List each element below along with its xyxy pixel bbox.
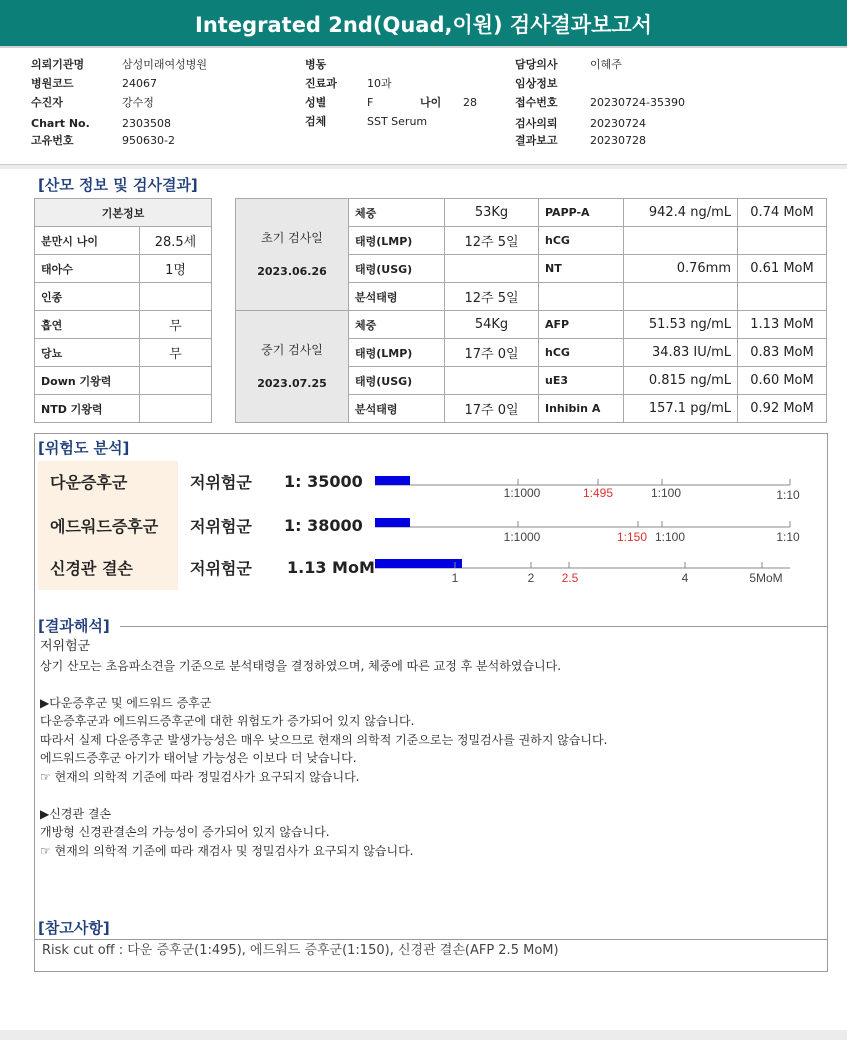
test-results-table — [235, 198, 827, 423]
marker-name: NT — [539, 255, 624, 283]
basic-info-label: Down 기왕력 — [35, 367, 140, 395]
reference-section-title: [참고사항] — [38, 919, 110, 937]
table-row — [35, 227, 212, 255]
basic-info-value: 무 — [140, 339, 212, 367]
result-label: 태령(LMP) — [349, 339, 445, 367]
basic-info-label: 당뇨 — [35, 339, 140, 367]
mid-test-title: 중기 검사일 — [261, 342, 323, 357]
marker-value: 34.83 IU/mL — [624, 339, 738, 367]
result-label: 태령(USG) — [349, 367, 445, 395]
marker-name: Inhibin A — [539, 395, 624, 423]
interpretation-line: 따라서 실제 다운증후군 발생가능성은 매우 낮으므로 현재의 의학적 기준으로는 정밀검사를 권하지 않습니다. — [40, 733, 608, 747]
section-rule — [34, 939, 828, 940]
referring-institution-label: 의뢰기관명 — [31, 58, 85, 71]
basic-info-value — [140, 367, 212, 395]
ntd-bar — [375, 559, 462, 568]
early-test-title: 초기 검사일 — [261, 230, 323, 245]
request-date-label: 검사의뢰 — [515, 117, 558, 130]
table-row — [35, 255, 212, 283]
marker-mom: 0.92 MoM — [738, 395, 827, 423]
report-date-value: 20230728 — [590, 134, 646, 147]
scale-tick-label: 1:100 — [650, 486, 682, 500]
sex-label: 성별 — [305, 96, 327, 109]
scale-tick-label: 1:1000 — [503, 486, 541, 500]
result-value: 17주 0일 — [445, 339, 539, 367]
table-row — [35, 367, 212, 395]
marker-name: uE3 — [539, 367, 624, 395]
department-label: 진료과 — [305, 77, 337, 90]
interpretation-line: 상기 산모는 초음파소견을 기준으로 분석태령을 결정하였으며, 체중에 따른 교정 후 분석하였습니다. — [40, 659, 562, 673]
result-value: 53Kg — [445, 199, 539, 227]
basic-info-value: 1명 — [140, 255, 212, 283]
cutoff-tick-label: 1:495 — [582, 486, 614, 500]
scale-tick-label: 1:1000 — [503, 530, 541, 544]
marker-value — [624, 283, 738, 311]
clinical-info-label: 임상정보 — [515, 77, 558, 90]
marker-name — [539, 283, 624, 311]
mid-test-date: 2023.07.25 — [257, 376, 327, 390]
result-value: 54Kg — [445, 311, 539, 339]
table-row — [35, 339, 212, 367]
edwards-syndrome-label: 에드워드증후군 — [50, 517, 159, 536]
marker-mom — [738, 227, 827, 255]
mid-test-cell — [236, 311, 349, 423]
scale-tick-label: 1:10 — [776, 530, 800, 544]
edwards-syndrome-bar — [375, 518, 410, 527]
result-label: 분석태령 — [349, 395, 445, 423]
early-test-cell — [236, 199, 349, 311]
result-label: 태령(LMP) — [349, 227, 445, 255]
header-divider — [0, 164, 847, 169]
ntd-scale — [375, 559, 790, 585]
hospital-code-label: 병원코드 — [31, 77, 74, 90]
marker-value: 0.76mm — [624, 255, 738, 283]
page-footer-strip — [0, 1030, 847, 1040]
basic-info-label: 분만시 나이 — [35, 227, 140, 255]
basic-info-label: 인종 — [35, 283, 140, 311]
basic-info-value: 무 — [140, 311, 212, 339]
interpretation-line: ☞ 현재의 의학적 기준에 따라 재검사 및 정밀검사가 요구되지 않습니다. — [40, 844, 414, 858]
accession-no-label: 접수번호 — [515, 96, 558, 109]
interpretation-line: ☞ 현재의 의학적 기준에 따라 정밀검사가 요구되지 않습니다. — [40, 770, 360, 784]
scale-tick-label: 1:10 — [776, 488, 800, 502]
unique-id-label: 고유번호 — [31, 134, 74, 147]
basic-info-table — [34, 198, 212, 423]
result-label: 태령(USG) — [349, 255, 445, 283]
marker-mom: 0.61 MoM — [738, 255, 827, 283]
section-rule — [120, 626, 827, 627]
basic-info-value — [140, 283, 212, 311]
hospital-code-value: 24067 — [122, 77, 157, 90]
marker-name: hCG — [539, 227, 624, 255]
marker-mom: 0.74 MoM — [738, 199, 827, 227]
ward-label: 병동 — [305, 58, 327, 71]
result-value: 12주 5일 — [445, 227, 539, 255]
marker-value: 942.4 ng/mL — [624, 199, 738, 227]
down-syndrome-risk: 1: 35000 — [284, 472, 363, 491]
down-syndrome-bar — [375, 476, 410, 485]
result-label: 체중 — [349, 199, 445, 227]
interpretation-section-title: [결과해석] — [38, 617, 110, 635]
interpretation-headline: 저위험군 — [40, 639, 91, 654]
specimen-label: 검체 — [305, 115, 327, 128]
interpretation-line: 에드워드증후군 아기가 태어날 가능성은 이보다 더 낮습니다. — [40, 751, 357, 765]
ntd-group: 저위험군 — [190, 559, 252, 578]
result-value — [445, 255, 539, 283]
ntd-label: 신경관 결손 — [50, 559, 133, 578]
marker-mom: 0.60 MoM — [738, 367, 827, 395]
marker-name: AFP — [539, 311, 624, 339]
interpretation-subheading: ▶다운증후군 및 에드워드 증후군 — [40, 696, 212, 710]
physician-label: 담당의사 — [515, 58, 558, 71]
table-row — [236, 199, 827, 227]
marker-mom — [738, 283, 827, 311]
age-value: 28 — [463, 96, 477, 109]
interpretation-line: 다운증후군과 에드워드증후군에 대한 위험도가 증가되어 있지 않습니다. — [40, 714, 415, 728]
table-row — [35, 311, 212, 339]
basic-info-value — [140, 395, 212, 423]
physician-value: 이혜주 — [590, 58, 622, 71]
basic-info-header: 기본정보 — [35, 199, 212, 227]
age-label: 나이 — [420, 96, 442, 109]
down-syndrome-scale — [375, 476, 800, 502]
accession-no-value: 20230724-35390 — [590, 96, 685, 109]
marker-name: hCG — [539, 339, 624, 367]
scale-tick-label: 4 — [681, 571, 689, 585]
patient-value: 강수정 — [122, 96, 154, 109]
marker-mom: 0.83 MoM — [738, 339, 827, 367]
referring-institution-value: 삼성미래여성병원 — [122, 58, 208, 71]
request-date-value: 20230724 — [590, 117, 646, 130]
report-date-label: 결과보고 — [515, 134, 558, 147]
maternal-info-section-title: [산모 정보 및 검사결과] — [38, 176, 198, 194]
table-row — [35, 395, 212, 423]
department-value: 10과 — [367, 77, 392, 90]
scale-tick-label: 1:100 — [654, 530, 686, 544]
scale-tick-label: 5MoM — [749, 571, 783, 585]
result-label: 체중 — [349, 311, 445, 339]
marker-value: 0.815 ng/mL — [624, 367, 738, 395]
sex-value: F — [367, 96, 374, 109]
marker-mom: 1.13 MoM — [738, 311, 827, 339]
scale-tick-label: 2 — [527, 571, 535, 585]
early-test-date: 2023.06.26 — [257, 264, 327, 278]
patient-label: 수진자 — [31, 96, 63, 109]
chart-no-value: 2303508 — [122, 117, 171, 130]
result-value: 17주 0일 — [445, 395, 539, 423]
basic-info-label: 흡연 — [35, 311, 140, 339]
chart-no-label: Chart No. — [31, 117, 90, 130]
interpretation-line: 개방형 신경관결손의 가능성이 증가되어 있지 않습니다. — [40, 825, 330, 839]
basic-info-label: 태아수 — [35, 255, 140, 283]
edwards-syndrome-risk: 1: 38000 — [284, 516, 363, 535]
edwards-syndrome-group: 저위험군 — [190, 517, 252, 536]
table-row — [35, 283, 212, 311]
result-value: 12주 5일 — [445, 283, 539, 311]
cutoff-tick-label: 2.5 — [561, 571, 579, 585]
cutoff-tick-label: 1:150 — [616, 530, 648, 544]
down-syndrome-label: 다운증후군 — [50, 473, 128, 492]
result-value — [445, 367, 539, 395]
marker-value: 51.53 ng/mL — [624, 311, 738, 339]
specimen-value: SST Serum — [367, 115, 428, 128]
result-label: 분석태령 — [349, 283, 445, 311]
report-title: Integrated 2nd(Quad,이원) 검사결과보고서 — [0, 0, 847, 48]
marker-name: PAPP-A — [539, 199, 624, 227]
risk-scales — [370, 466, 810, 590]
reference-text: Risk cut off : 다운 증후군(1:495), 에드워드 증후군(1:150), 신경관 결손(AFP 2.5 MoM) — [42, 943, 559, 958]
scale-tick-label: 1 — [451, 571, 459, 585]
down-syndrome-group: 저위험군 — [190, 473, 252, 492]
interpretation-subheading: ▶신경관 결손 — [40, 807, 112, 821]
marker-value: 157.1 pg/mL — [624, 395, 738, 423]
basic-info-label: NTD 기왕력 — [35, 395, 140, 423]
basic-info-value: 28.5세 — [140, 227, 212, 255]
edwards-syndrome-scale — [375, 518, 800, 544]
unique-id-value: 950630-2 — [122, 134, 175, 147]
risk-section-title: [위험도 분석] — [38, 439, 130, 457]
ntd-risk: 1.13 MoM — [287, 558, 375, 577]
marker-value — [624, 227, 738, 255]
table-row — [236, 311, 827, 339]
